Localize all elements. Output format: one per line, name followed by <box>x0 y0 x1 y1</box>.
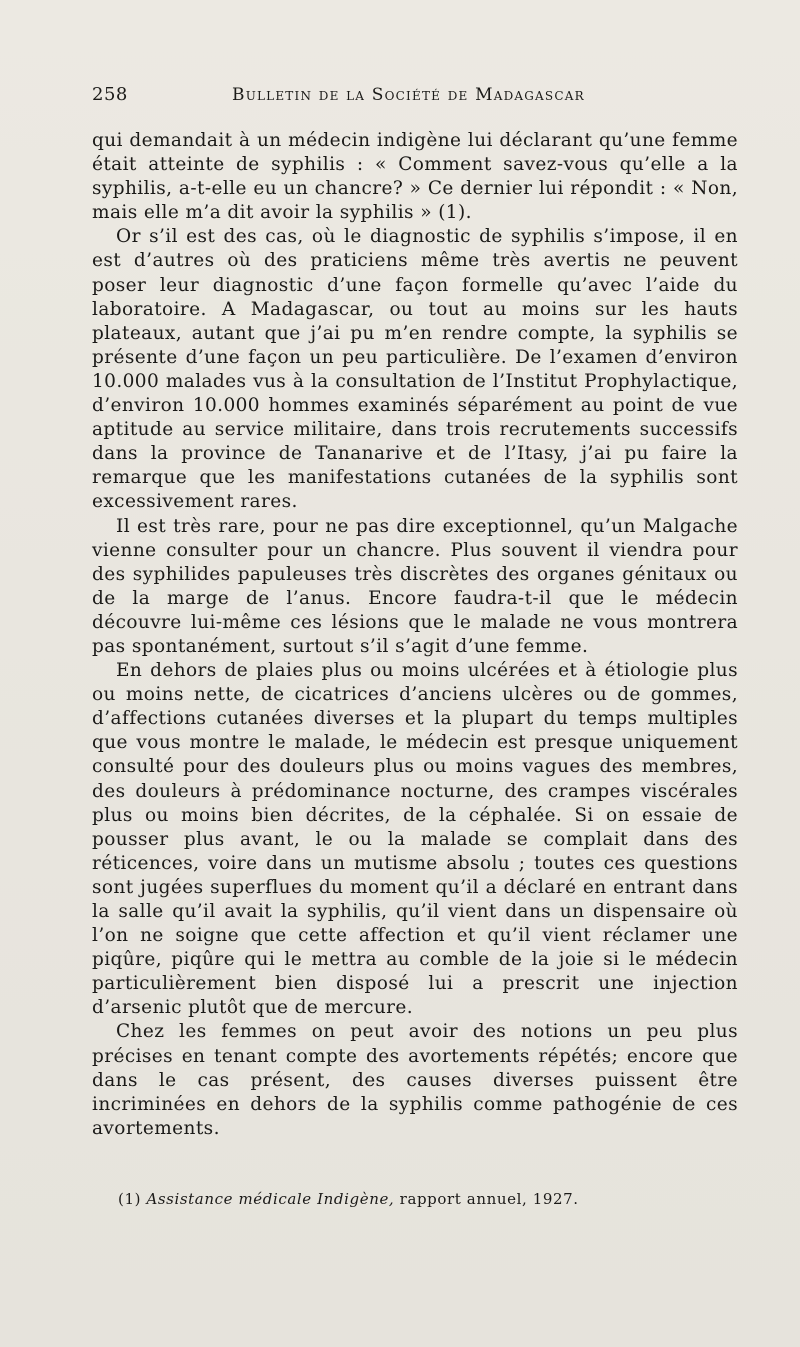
running-title: Bulletin de la Société de Madagascar <box>232 85 585 105</box>
footnote-marker: (1) <box>118 1190 142 1208</box>
footnote-rest: rapport annuel, 1927. <box>399 1190 579 1208</box>
paragraph-continuation: qui demandait à un médecin indigène lui déclarant qu’une femme était atteinte de syphilis : « Comment savez-vous qu’elle a la syphilis, a-t-elle eu un chancre? » Ce dernier lui répondit : « Non, mais elle m’a dit avoir la syphilis » (1). <box>92 130 738 224</box>
footnote-source: Assistance médicale Indigène, <box>146 1190 395 1208</box>
paragraph-chancre: Il est très rare, pour ne pas dire exceptionnel, qu’un Malgache vienne consulter pour un chancre. Plus souvent il viendra pour des syphilides papuleuses très discrètes des organes génitaux ou de la marge de l’anus. Encore faudra-t-il que le médecin découvre lui-même ces lésions que le malade ne vous montrera pas spontanément, surtout s’il s’agit d’une femme. <box>92 515 738 657</box>
paragraph-women: Chez les femmes on peut avoir des notions un peu plus précises en tenant compte des avortements répétés; encore que dans le cas présent, des causes diverses puissent être incriminées en dehors de la syphilis comme pathogénie de ces avortements. <box>92 1021 738 1139</box>
footnote <box>118 1190 579 1208</box>
paragraph-diagnostic: Or s’il est des cas, où le diagnostic de syphilis s’impose, il en est d’autres où des praticiens même très avertis ne peuvent poser leur diagnostic d’une façon formelle qu’avec l’aide du laboratoire. A Madagascar, ou tout au moins sur les hauts plateaux, autant que j’ai pu m’en rendre compte, la syphilis se présente d’une façon un peu particulière. De l’examen d’environ 10.000 malades vus à la consultation de l’Institut Prophylactique, d’environ 10.000 hommes examinés séparément au point de vue aptitude au service militaire, dans trois recrutements successifs dans la province de Tananarive et de l’Itasy, j’ai pu faire la remarque que les manifestations cutanées de la syphilis sont excessivement rares. <box>92 226 738 513</box>
page-number: 258 <box>92 84 128 105</box>
paragraph-symptoms: En dehors de plaies plus ou moins ulcérées et à étiologie plus ou moins nette, de cicatrices d’anciens ulcères ou de gommes, d’affections cutanées diverses et la plupart du temps multiples que vous montre le malade, le médecin est presque uniquement consulté pour des douleurs plus ou moins vagues des membres, des douleurs à prédominance nocturne, des crampes viscérales plus ou moins bien décrites, de la céphalée. Si on essaie de pousser plus avant, le ou la malade se complait dans des réticences, voire dans un mutisme absolu ; toutes ces questions sont jugées superflues du moment qu’il a déclaré en entrant dans la salle qu’il avait la syphilis, qu’il vient dans un dispensaire où l’on ne soigne que cette affection et qu’il vient réclamer une piqûre, piqûre qui le mettra au comble de la joie si le médecin particulièrement bien disposé lui a prescrit une injection d’arsenic plutôt que de mercure. <box>92 660 738 1019</box>
page-header <box>92 84 738 112</box>
body-text <box>92 129 738 1141</box>
